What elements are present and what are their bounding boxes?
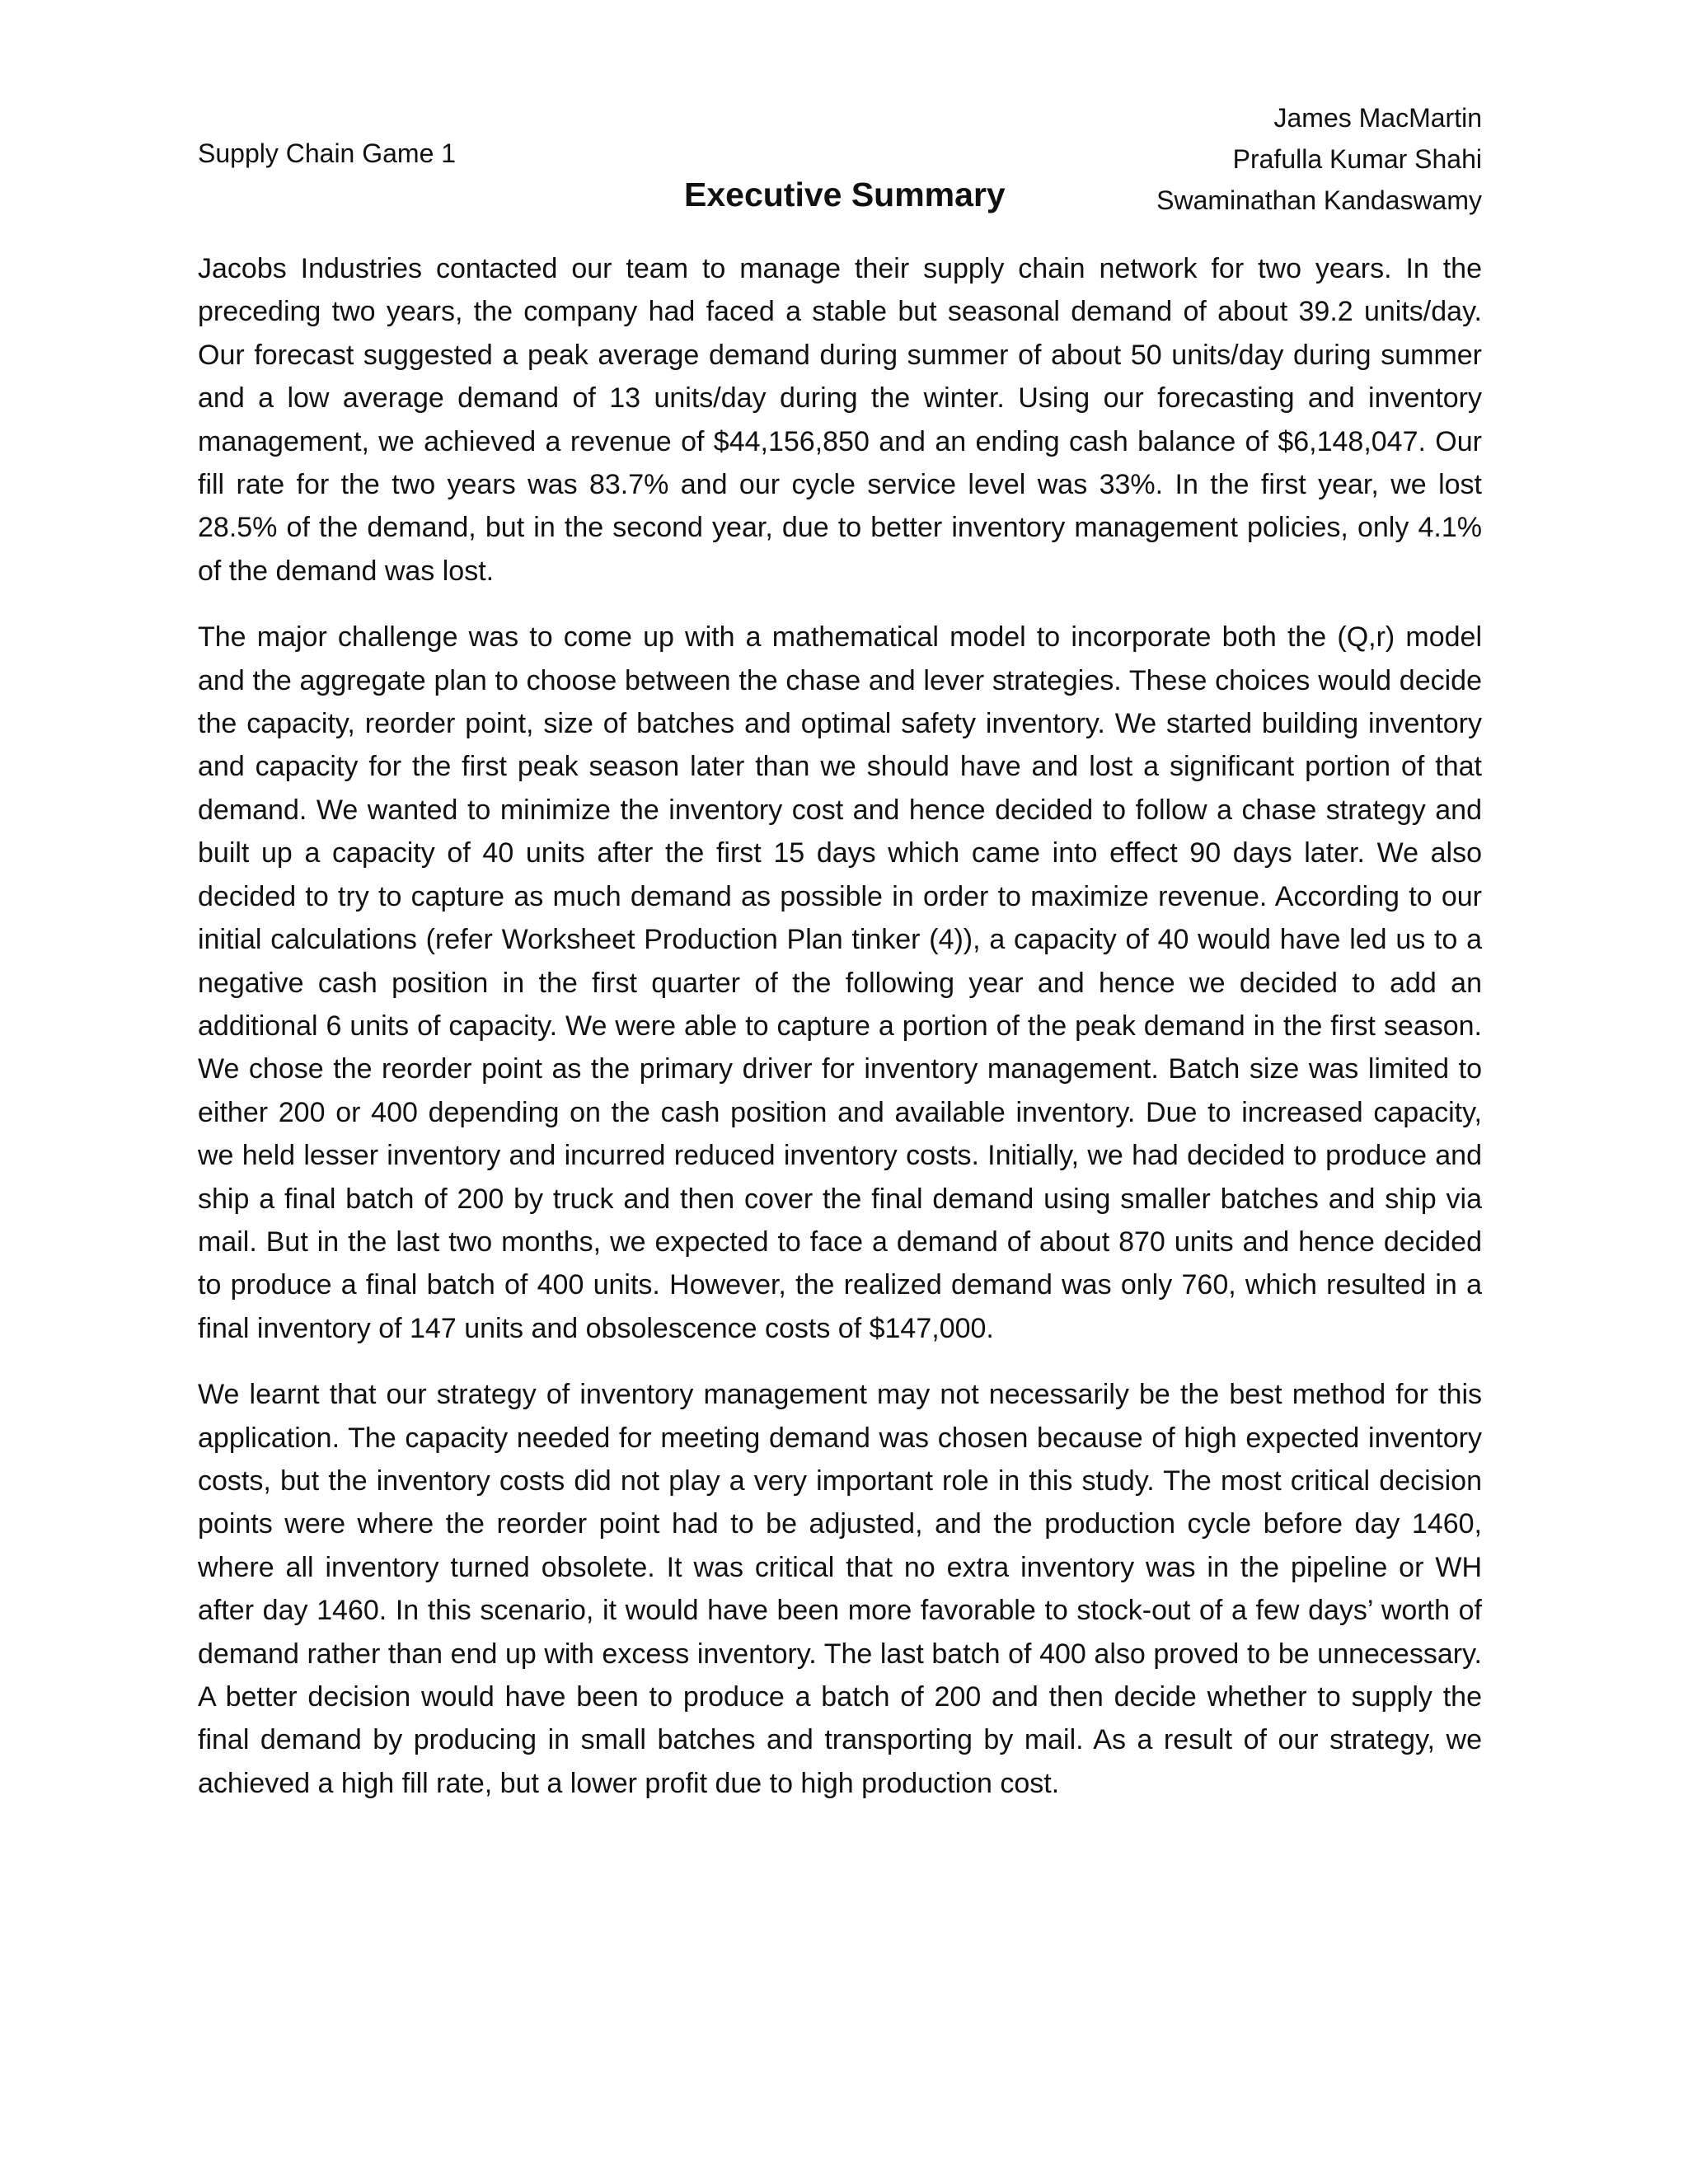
author-name: Swaminathan Kandaswamy xyxy=(1156,185,1482,215)
author-name: James MacMartin xyxy=(1273,103,1482,133)
paragraph-strategy: The major challenge was to come up with a mathematical model to incorporate both the (Q,r) model and the aggregate plan to choose between the chase and lever strategies. These choices would decide the capacity, reorder point, size of batches and optimal safety inventory. We started building inventory and capacity for the first peak season later than we should have and lost a significant portion of that demand. We wanted to minimize the inventory cost and hence decided to follow a chase strategy and built up a capacity of 40 units after the first 15 days which came into effect 90 days later. We also decided to try to capture as much demand as possible in order to maximize revenue. According to our initial calculations (refer Worksheet Production Plan tinker (4)), a capacity of 40 would have led us to a negative cash position in the first quarter of the following year and hence we decided to add an additional 6 units of capacity. We were able to capture a portion of the peak demand in the first season. We chose the reorder point as the primary driver for inventory management. Batch size was limited to either 200 or 400 depending on the cash position and available inventory. Due to increased capacity, we held lesser inventory and incurred reduced inventory costs. Initially, we had decided to produce and ship a final batch of 200 by truck and then cover the final demand using smaller batches and ship via mail. But in the last two months, we expected to face a demand of about 870 units and hence decided to produce a final batch of 400 units. However, the realized demand was only 760, which resulted in a final inventory of 147 units and obsolescence costs of $147,000. xyxy=(198,621,1482,1344)
document-title: Executive Summary xyxy=(684,176,1006,213)
author-name: Prafulla Kumar Shahi xyxy=(1232,144,1482,174)
course-name: Supply Chain Game 1 xyxy=(198,138,457,168)
paragraph-results: Jacobs Industries contacted our team to manage their supply chain network for two years. In the preceding two years, the company had faced a stable but seasonal demand of about 39.2 units/day. Our forecast suggested a peak average demand during summer of about 50 units/day during summer and a low average demand of 13 units/day during the winter. Using our forecasting and inventory management, we achieved a revenue of $44,156,850 and an ending cash balance of $6,148,047. Our fill rate for the two years was 83.7% and our cycle service level was 33%. In the first year, we lost 28.5% of the demand, but in the second year, due to better inventory management policies, only 4.1% of the demand was lost. xyxy=(198,253,1482,587)
paragraph-lessons: We learnt that our strategy of inventory management may not necessarily be the best method for this application. The capacity needed for meeting demand was chosen because of high expected inventory costs, but the inventory costs did not play a very important role in this study. The most critical decision points were where the reorder point had to be adjusted, and the production cycle before day 1460, where all inventory turned obsolete. It was critical that no extra inventory was in the pipeline or WH after day 1460. In this scenario, it would have been more favorable to stock-out of a few days’ worth of demand rather than end up with excess inventory. The last batch of 400 also proved to be unnecessary. A better decision would have been to produce a batch of 200 and then decide whether to supply the final demand by producing in small batches and transporting by mail. As a result of our strategy, we achieved a high fill rate, but a lower profit due to high production cost. xyxy=(198,1379,1482,1799)
document-body xyxy=(198,247,1482,1828)
